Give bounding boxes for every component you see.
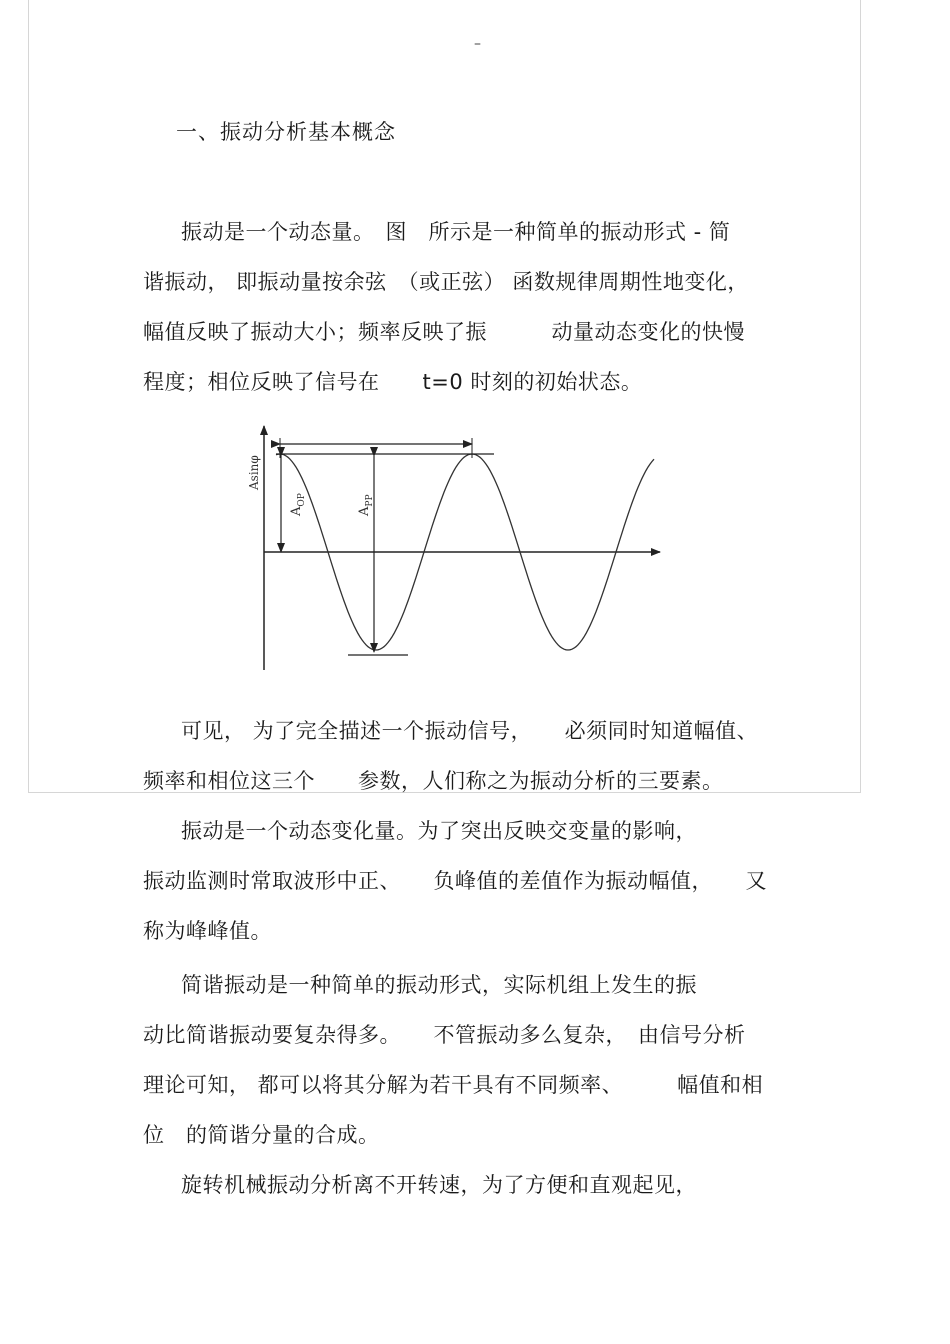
sine-wave-figure (236, 418, 666, 678)
svg-text:APP (357, 494, 375, 517)
paragraph4-line4: 位 的简谐分量的合成。 (143, 1123, 380, 1147)
label-aop-sub: OP (297, 493, 307, 507)
paragraph2-line2: 频率和相位这三个 参数，人们称之为振动分析的三要素。 (143, 769, 724, 793)
label-app: A (357, 506, 372, 516)
paragraph4-line1: 简谐振动是一种简单的振动形式，实际机组上发生的振 (181, 973, 697, 997)
paragraph2-line1: 可见， 为了完全描述一个振动信号， 必须同时知道幅值、 (181, 719, 759, 743)
section-heading: 一、振动分析基本概念 (176, 120, 396, 144)
svg-text:AOP (289, 493, 307, 517)
paragraph1-line4: 程度；相位反映了信号在 t=0 时刻的初始状态。 (143, 370, 643, 394)
paragraph3-line3: 称为峰峰值。 (143, 919, 272, 943)
paragraph1-line1: 振动是一个动态量。 图 所示是一种简单的振动形式 - 简 (181, 220, 731, 244)
paragraph4-line2: 动比简谐振动要复杂得多。 不管振动多么复杂， 由信号分析 (143, 1023, 746, 1047)
paragraph4-line3: 理论可知， 都可以将其分解为若干具有不同频率、 幅值和相 (143, 1073, 764, 1097)
y-axis-label: Asinφ (247, 455, 261, 490)
label-app-sub: PP (365, 494, 375, 507)
paragraph1-line3: 幅值反映了振动大小；频率反映了振 动量动态变化的快慢 (143, 320, 745, 344)
paragraph3-line1: 振动是一个动态变化量。为了突出反映交变量的影响， (181, 819, 697, 843)
paragraph3-line2: 振动监测时常取波形中正、 负峰值的差值作为振动幅值， 又 (143, 869, 767, 893)
label-aop: A (289, 506, 304, 516)
paragraph1-line2: 谐振动， 即振动量按余弦 （或正弦） 函数规律周期性地变化， (143, 270, 749, 294)
page-mark: – (474, 36, 481, 52)
paragraph5-line1: 旋转机械振动分析离不开转速，为了方便和直观起见， (181, 1173, 697, 1197)
